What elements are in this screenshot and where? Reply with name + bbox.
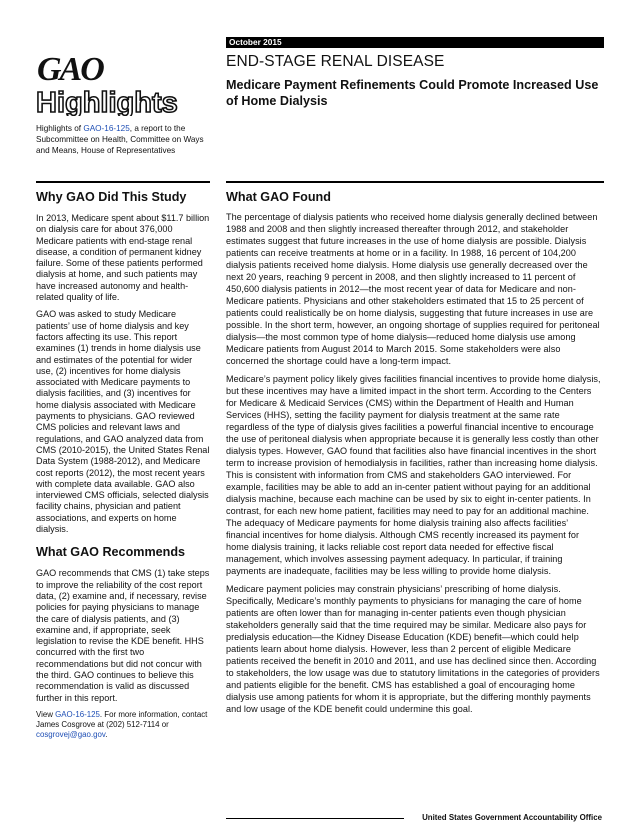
contact-email-link[interactable]: cosgrovej@gao.gov [36, 730, 106, 740]
view-more-note [36, 710, 210, 741]
footer-rule [226, 818, 404, 819]
highlights-wordmark: Highlights [36, 87, 178, 116]
recommends-paragraph: GAO recommends that CMS (1) take steps to improve the reliability of the cost report data, (2) examine and, if necessary, revise policies for paying physicians to manage the care of dialysis patients, and (3) examine and, if appropriate, seek legislation to revise the KDE benefit. HHS concurred with the first two recommendations but did not concur with the third. GAO continues to believe this recommendation is valid as discussed further in this report. [36, 568, 210, 703]
why-study-heading: Why GAO Did This Study [36, 190, 187, 204]
gao-logo [36, 52, 196, 116]
right-column [226, 190, 604, 721]
subtitle-suffix: , a report to the Subcommittee on Health, Committee on Ways and Means, House of Representatives [36, 124, 204, 155]
why-study-paragraph-1: In 2013, Medicare spent about $11.7 billion on dialysis care for about 376,000 Medicare patients with end-stage renal disease, a condition of permanent kidney failure. Some of these patients performed dialysis at home, and such patients may have increased autonomy and health-related quality of life. [36, 213, 210, 303]
report-subtitle-note [36, 123, 208, 156]
found-paragraph-3: Medicare payment policies may constrain physicians’ prescribing of home dialysis. Specifically, Medicare’s monthly payments to physicians for managing the care of home patients are often lower than for managing in-center patients even though physician stakeholders generally said that the time required may be similar. Medicare also pays for predialysis education—the Kidney Disease Education (KDE) benefit—which could help patients learn about home dialysis. However, less than 2 percent of eligible Medicare patients received the benefit in 2010 and 2011, and use has declined since then. According to stakeholders, the low usage was due to statutory limitations in the categories of providers and patients eligible for the benefit. CMS has established a goal of encouraging home dialysis use among patients for whom it is appropriate, but the differing monthly payments and low usage of the KDE benefit could undermine this goal. [226, 584, 600, 714]
left-column [36, 190, 210, 740]
footer-text: United States Government Accountability Office [422, 813, 602, 822]
date-bar: October 2015 [226, 37, 604, 48]
view-prefix: View [36, 709, 56, 719]
report-number-link[interactable]: GAO-16-125 [83, 124, 130, 133]
left-top-rule [36, 181, 210, 183]
right-top-rule [226, 181, 604, 183]
gao-logo-graphic [36, 52, 196, 116]
view-suffix: . [105, 730, 108, 740]
view-middle: . For more information, contact James Cosgrove at (202) 512-7114 or [36, 709, 208, 730]
found-heading: What GAO Found [226, 190, 331, 204]
logo-text: GAO [37, 52, 103, 88]
why-study-paragraph-2: GAO was asked to study Medicare patients’ use of home dialysis and key factors affecting its use. This report examines (1) trends in home dialysis use and estimates of the potential for wider use, (2) incentives for home dialysis associated with Medicare payments to dialysis facilities, and (3) incentives for home dialysis associated with Medicare payments to physicians. GAO reviewed CMS policies and relevant laws and regulations, and GAO analyzed data from CMS (2010-2015), the United States Renal Data System (1988-2012), and Medicare cost reports (2012), the most recent years with complete data available. GAO also interviewed CMS officials, selected dialysis facility chains, physician and patient associations, and experts on home dialysis. [36, 309, 210, 535]
found-paragraph-2: Medicare’s payment policy likely gives facilities financial incentives to provide home dialysis, but these incentives may have a limited impact in the short term. According to the Centers for Medicare & Medicaid Services (CMS) within the Department of Health and Human Services (HHS), setting the facility payment for dialysis treatment at the same rate regardless of the type of dialysis gives facilities a powerful financial incentive to encourage the use of peritoneal dialysis when appropriate because it is generally less costly than other dialysis types. However, GAO found that facilities also have financial incentives in the short term to increase provision of hemodialysis in facilities, rather than increasing home dialysis. This is consistent with information from CMS and stakeholders GAO interviewed. For example, facilities may be able to add an in-center patient without paying for an additional dialysis machine, because each machine can be used by six to eight in-center patients. In contrast, for each new home patient, facilities may need to pay for an additional machine. The adequacy of Medicare payments for home dialysis training also affects facilities’ financial incentives for home dialysis. Although CMS recently increased its payment for home dialysis training, it lacks reliable cost report data needed for effective fiscal management, which involves assessing payment adequacy. In particular, if training payments are inadequate, facilities may be less willing to provide home dialysis. [226, 374, 601, 576]
view-report-link[interactable]: GAO-16-125 [55, 709, 100, 719]
found-paragraph-1: The percentage of dialysis patients who received home dialysis generally declined between 1988 and 2008 and then slightly increased thereafter through 2012, and stakeholder estimates suggest that future increases in the use of home dialysis are possible. Dialysis patients can receive treatments at home or in a facility. In 1988, 16 percent of 104,200 dialysis patients received home dialysis. Home dialysis use generally decreased over the next 20 years, reaching 9 percent in 2008, and then slightly increased to 11 percent of 450,600 dialysis patients in 2012—the most recent year of data for Medicare and non-Medicare patients. Physicians and other stakeholders estimated that 15 to 25 percent of patients could realistically be on home dialysis, suggesting that future increases in use are possible. In the short term, however, an ongoing shortage of supplies required for peritoneal dialysis—the most common type of home dialysis—reduced home dialysis use among Medicare patients from August 2014 to March 2015. Some stakeholders were also concerned the shortage could have a long-term impact. [226, 212, 600, 366]
subtitle-prefix: Highlights of [36, 124, 84, 133]
recommends-heading: What GAO Recommends [36, 545, 186, 560]
report-title: END-STAGE RENAL DISEASE [226, 53, 445, 70]
report-subtitle: Medicare Payment Refinements Could Promote Increased Use of Home Dialysis [226, 78, 599, 108]
